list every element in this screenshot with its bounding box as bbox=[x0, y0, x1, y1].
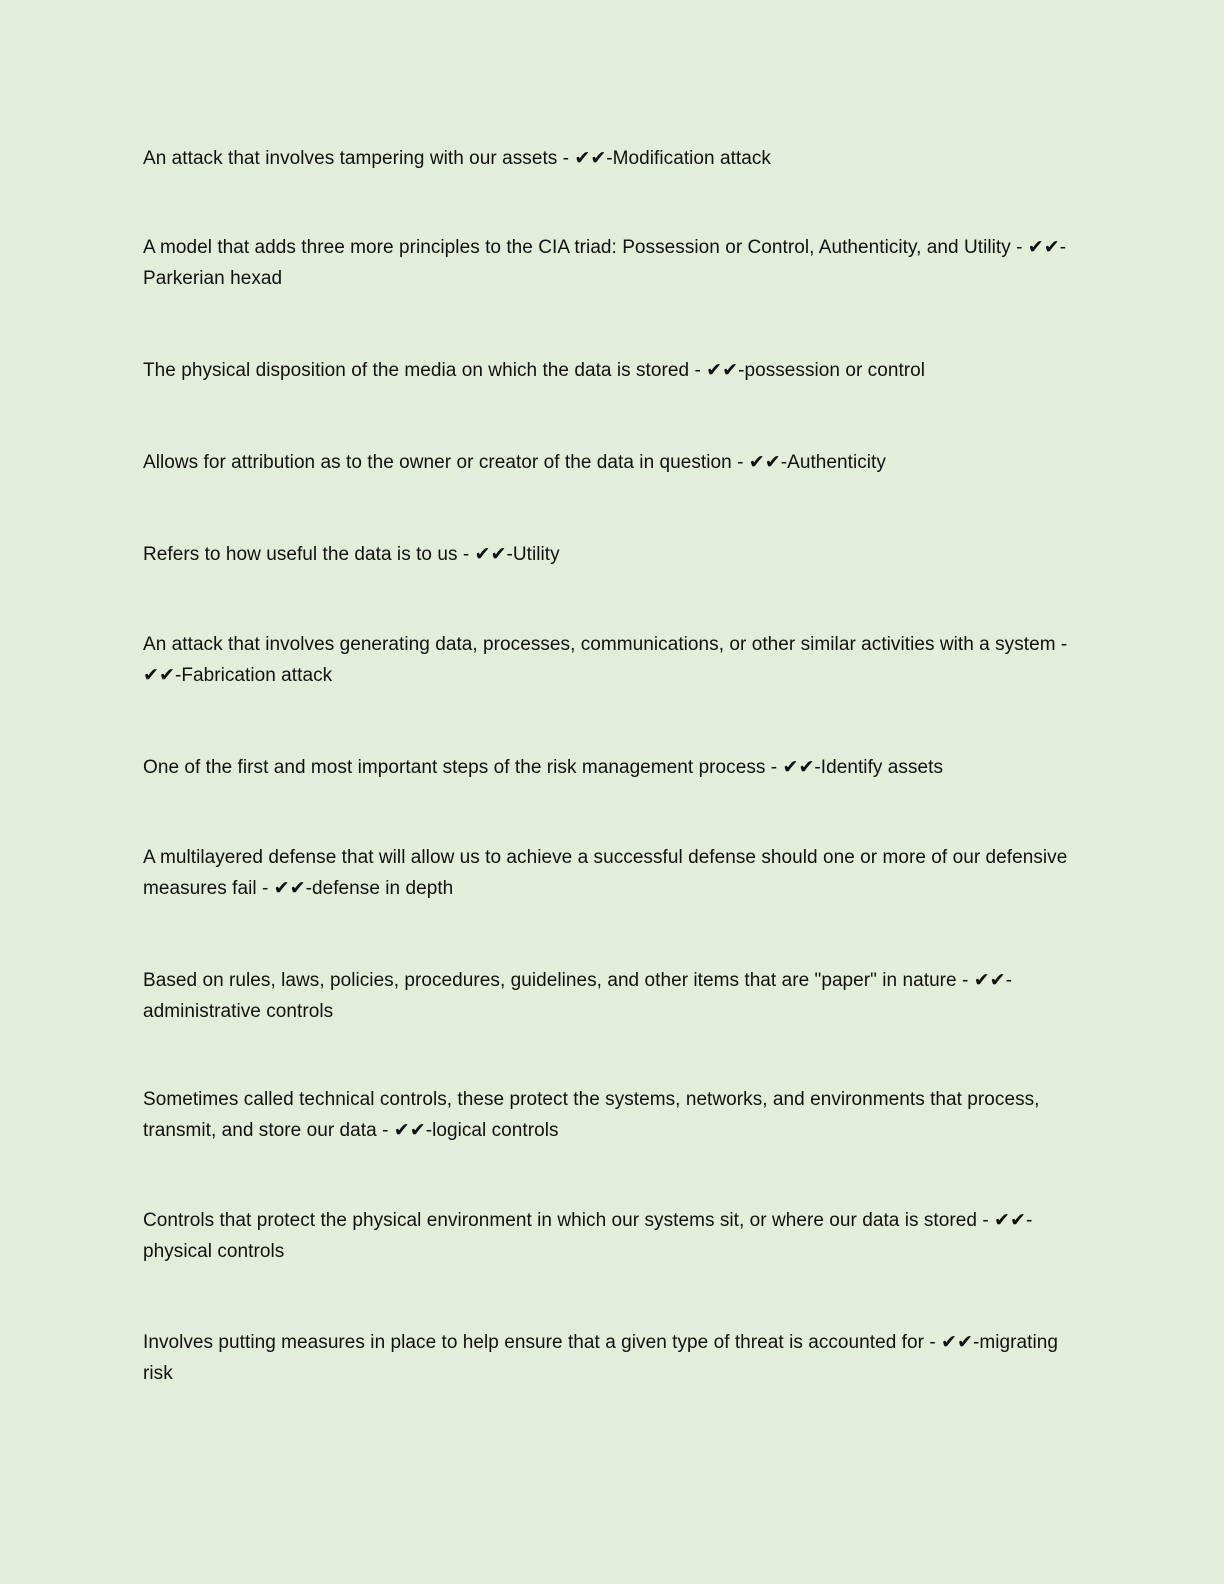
flashcard-entry-defense-in-depth: A multilayered defense that will allow us to achieve a successful defense should one or more of our defensive measures fail - ✔✔-defense in depth bbox=[143, 847, 1068, 899]
flashcard-entry-authenticity: Allows for attribution as to the owner or creator of the data in question - ✔✔-Authenticity bbox=[143, 452, 886, 473]
flashcard-entry-logical-controls: Sometimes called technical controls, these protect the systems, networks, and environments that process, transmit, and store our data - ✔✔-logical controls bbox=[143, 1089, 1040, 1141]
flashcard-entry-physical-controls: Controls that protect the physical environment in which our systems sit, or where our data is stored - ✔✔-physical controls bbox=[143, 1210, 1033, 1262]
flashcard-entry-utility: Refers to how useful the data is to us - ✔✔-Utility bbox=[143, 544, 560, 565]
flashcard-entry-identify-assets: One of the first and most important steps of the risk management process - ✔✔-Identify assets bbox=[143, 757, 943, 778]
flashcard-entry-modification-attack: An attack that involves tampering with our assets - ✔✔-Modification attack bbox=[143, 148, 771, 169]
flashcard-entry-administrative-controls: Based on rules, laws, policies, procedures, guidelines, and other items that are "paper" in nature - ✔✔-administrative controls bbox=[143, 970, 1013, 1022]
flashcard-entry-possession-or-control: The physical disposition of the media on which the data is stored - ✔✔-possession or control bbox=[143, 360, 926, 381]
flashcard-entry-migrating-risk: Involves putting measures in place to help ensure that a given type of threat is accounted for - ✔✔-migrating risk bbox=[143, 1332, 1058, 1384]
flashcard-entry-parkerian-hexad: A model that adds three more principles to the CIA triad: Possession or Control, Authenticity, and Utility - ✔✔-Parkerian hexad bbox=[143, 237, 1067, 289]
flashcard-entry-fabrication-attack: An attack that involves generating data, processes, communications, or other similar activities with a system - ✔✔-Fabrication attack bbox=[143, 634, 1068, 686]
